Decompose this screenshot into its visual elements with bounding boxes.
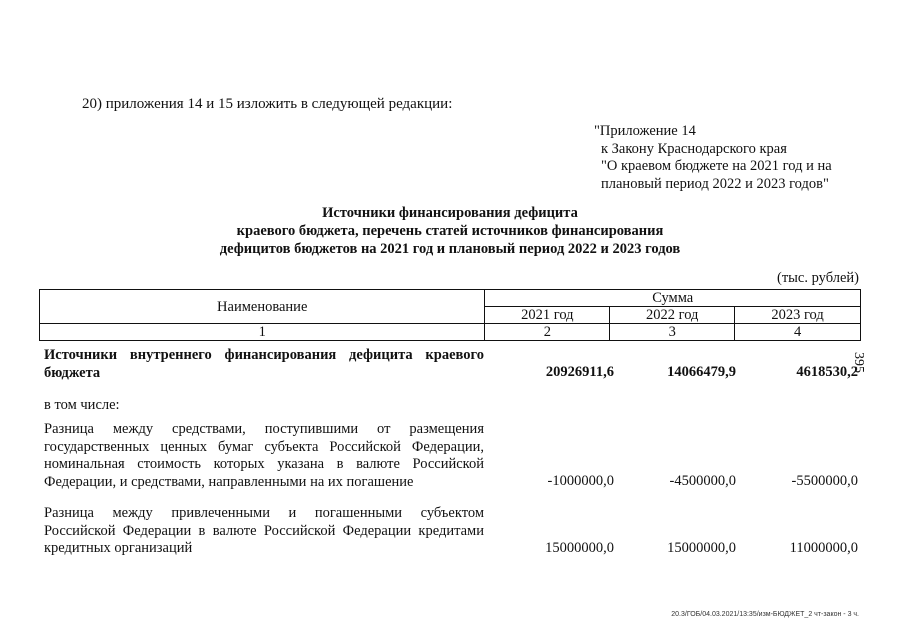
title-line: Источники финансирования дефицита <box>322 205 578 221</box>
row-value-2022: -4500000,0 <box>669 473 736 489</box>
row-name: Разница между средствами, поступившими от размещения государственных ценных бумаг субъекта Российской Федерации, номинальная стоимость которых указана в валюте Российской Федерации, и средствами, направленными на их погашение <box>44 421 484 490</box>
units-label: (тыс. рублей) <box>777 270 859 286</box>
title-line: краевого бюджета, перечень статей источников финансирования <box>236 223 664 239</box>
row-value-2022: 15000000,0 <box>667 540 736 556</box>
table-header <box>39 289 861 341</box>
row-value-2023: 4618530,2 <box>796 364 858 380</box>
row-name: в том числе: <box>44 397 120 413</box>
row-value-2021: 15000000,0 <box>545 540 614 556</box>
page-number: 395 <box>851 352 866 373</box>
intro-text: 20) приложения 14 и 15 изложить в следующей редакции: <box>82 96 453 112</box>
col-number: 1 <box>40 324 485 341</box>
appendix-block <box>594 123 832 193</box>
row-value-2023: -5500000,0 <box>791 473 858 489</box>
appendix-line: плановый период 2022 и 2023 годов" <box>601 175 829 192</box>
appendix-line: к Закону Краснодарского края <box>601 140 787 157</box>
row-value-2022: 14066479,9 <box>667 364 736 380</box>
header-year: 2021 год <box>485 307 610 324</box>
row-name: Источники внутреннего финансирования дефицита краевого бюджета <box>44 347 484 381</box>
title-line: дефицитов бюджетов на 2021 год и плановый период 2022 и 2023 годов <box>219 241 681 257</box>
row-value-2021: -1000000,0 <box>547 473 614 489</box>
row-value-2021: 20926911,6 <box>545 364 614 380</box>
document-title <box>160 204 740 258</box>
header-sum: Сумма <box>485 290 861 307</box>
row-name: Разница между привлеченными и погашенными субъектом Российской Федерации в валюте Российской Федерации кредитами кредитных организаций <box>44 505 484 556</box>
col-number: 4 <box>735 324 861 341</box>
col-number: 3 <box>610 324 735 341</box>
col-number: 2 <box>485 324 610 341</box>
header-year: 2022 год <box>610 307 735 324</box>
header-year: 2023 год <box>735 307 861 324</box>
appendix-line: "О краевом бюджете на 2021 год и на <box>601 158 832 174</box>
appendix-line: "Приложение 14 <box>594 123 696 139</box>
row-value-2023: 11000000,0 <box>789 540 858 556</box>
footer-text: 20.3/ГОБ/04.03.2021/13:35/изм-БЮДЖЕТ_2 чт-закон - 3 ч. <box>671 611 859 618</box>
header-name: Наименование <box>40 290 485 324</box>
